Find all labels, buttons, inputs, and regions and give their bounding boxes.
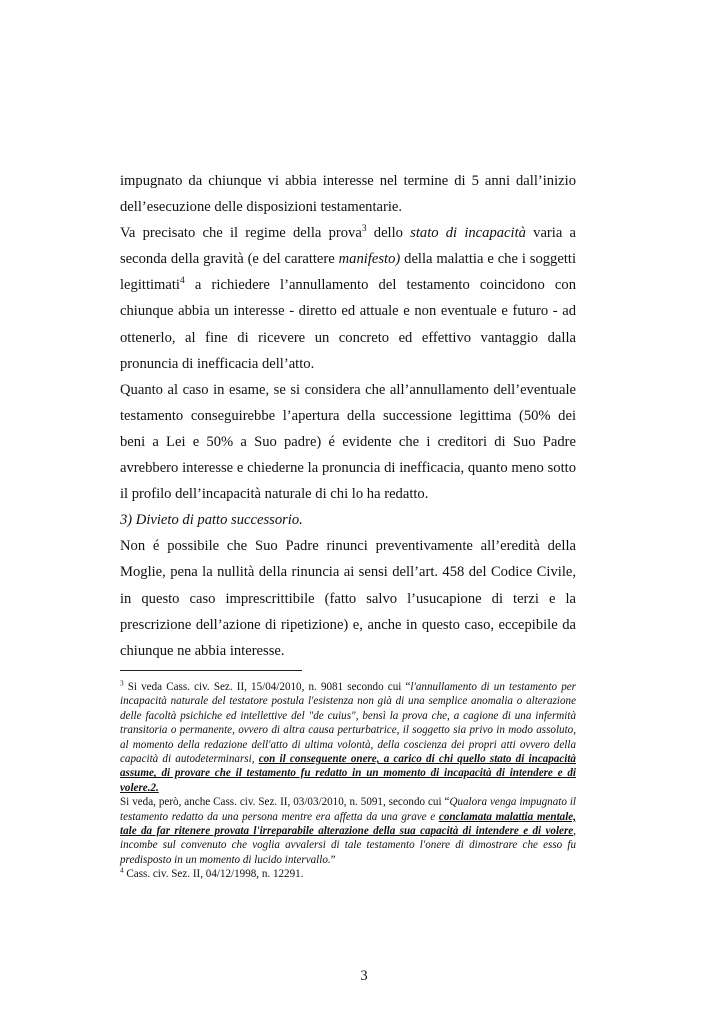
- footnote-3-bold-2: conclamata malattia mentale, tale da far ritenere provata l'irreparabile alterazione della sua capacità di intendere e di volere: [120, 810, 576, 838]
- footnote-marker-4: 4: [120, 866, 124, 875]
- footnote-3-bold: con il conseguente onere, a carico di chi quello stato di incapacità assume, di provare che il testamento fu redatto in un momento di incapacità di intendere e di volere.2.: [120, 753, 576, 794]
- footnote-marker-3: 3: [120, 679, 124, 688]
- footnote-3-continuation: Si veda, però, anche Cass. civ. Sez. II, 03/03/2010, n. 5091, secondo cui “Qualora venga impugnato il testamento redatto da una persona mentre era affetta da una grave e conclamata malattia mentale, tale da far ritenere provata l'irreparabile alterazione della sua capacità di intendere e di volere, incombe sul convenuto che voglia avvalersi di tale testamento l'onere di dimostrare che esso fu predisposto in un momento di lucido intervallo.”: [120, 796, 577, 866]
- footnote-3: $^3$ Si veda Cass. civ. Sez. II, 15/04/2010, n. 9081 secondo cui “l'annullamento di un testamento per incapacità naturale del testatore postula l'esistenza non già di una semplice anomalia o alterazione delle facoltà psichiche ed intellettive del "de cuius", bensì la prova che, a cagione di una infermità transitoria o permanente, ovvero di altra causa perturbatrice, il soggetto sia privo in modo assoluto, al momento della redazione dell'atto di ultima volontà, della coscienza dei propri atti ovvero della capacità di autodeterminarsi, con il conseguente onere, a carico di chi quello stato di incapacità assume, di provare che il testamento fu redatto in un momento di incapacità di intendere e di volere.2.: [120, 679, 576, 794]
- paragraph-2: Va precisato che il regime della prova$^3$ dello stato di incapacità varia a seconda della gravità (e del carattere manifesto) della malattia e che i soggetti legittimati$^4$ a richiedere l’annullamento del testamento coincidono con chiunque abbia un interesse - diretto ed attuale e non eventuale e futuro - ad ottenerlo, al fine di ricevere un concreto ed effettivo vantaggio dalla pronuncia di inefficacia dell’atto.: [120, 224, 577, 372]
- paragraph-3: Quanto al caso in esame, se si considera che all’annullamento dell’eventuale testamento conseguirebbe l’apertura della successione legittima (50% dei beni a Lei e 50% a Suo padre) é evidente che i creditori di Suo Padre avrebbero interesse e chiederne la pronuncia di inefficacia, quanto meno sotto il profilo dell’incapacità naturale di chi lo ha redatto.: [120, 381, 576, 503]
- section-heading-3: 3) Divieto di patto successorio.: [120, 512, 303, 529]
- footnote-4: $^4$ Cass. civ. Sez. II, 04/12/1998, n. 12291.: [120, 866, 304, 881]
- footnote-separator: [120, 670, 302, 671]
- body-text: [120, 168, 576, 664]
- paragraph-1: impugnato da chiunque vi abbia interesse nel termine di 5 anni dall’inizio dell’esecuzione delle disposizioni testamentarie.: [120, 173, 576, 216]
- page-number: 3: [360, 968, 368, 984]
- footnote-ref-4[interactable]: 4: [180, 276, 185, 287]
- paragraph-4: Non é possibile che Suo Padre rinunci preventivamente all’eredità della Moglie, pena la nullità della rinuncia ai sensi dell’art. 458 del Codice Civile, in questo caso imprescrittibile (fatto salvo l’usucapione di terzi e la prescrizione dell’azione di ripetizione) e, anche in questo caso, eccepibile da chiunque ne abbia interesse.: [120, 538, 576, 659]
- emphasis-manifesto: manifesto): [338, 251, 401, 268]
- emphasis-stato: stato di incapacità: [410, 225, 526, 242]
- footnotes: [120, 680, 576, 882]
- footnote-ref-3[interactable]: 3: [361, 224, 367, 235]
